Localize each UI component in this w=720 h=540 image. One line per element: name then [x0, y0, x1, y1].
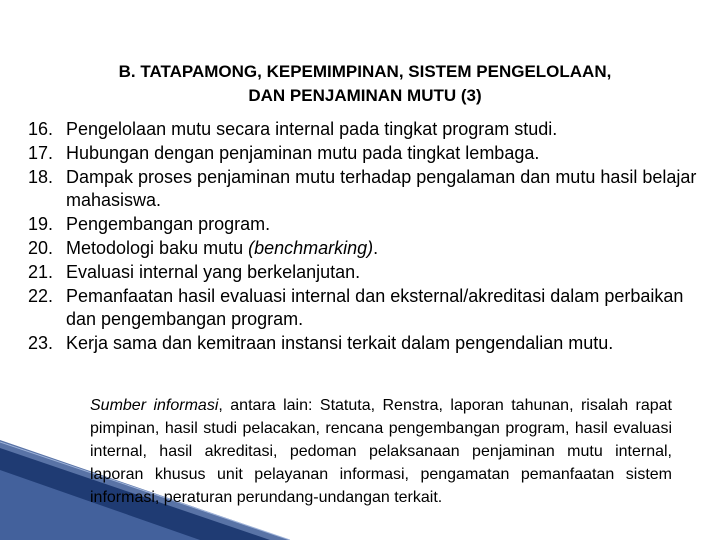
source-text: , antara lain: Statuta, Renstra, laporan tahunan, risalah rapat pimpinan, hasil studi pelacakan, rencana pengembangan program, hasil evaluasi internal, hasil akreditasi, pedoman pelaksanaan penjaminan mutu internal, laporan khusus unit pelayanan informasi, pengamatan pemanfaatan sistem informasi, peraturan perundang-undangan terkait. — [90, 397, 673, 506]
list-item — [28, 213, 698, 237]
item-text: Hubungan dengan penjaminan mutu pada tingkat lembaga. — [66, 142, 540, 163]
item-text: Pemanfaatan hasil evaluasi internal dan eksternal/akreditasi dalam perbaikan dan pengembangan program. — [66, 285, 684, 330]
title-line-2: DAN PENJAMINAN MUTU (3) — [248, 86, 482, 105]
item-text: Pengembangan program. — [66, 214, 271, 235]
item-text: Pengelolaan mutu secara internal pada tingkat program studi. — [66, 119, 558, 139]
list-item — [28, 142, 698, 166]
item-text: Kerja sama dan kemitraan instansi terkait dalam pengendalian mutu. — [66, 333, 614, 354]
title-line-1: B. TATAPAMONG, KEPEMIMPINAN, SISTEM PENGELOLAAN, — [118, 62, 612, 81]
list-item — [28, 285, 698, 333]
item-number: 16. — [28, 119, 54, 139]
list-item — [28, 166, 698, 214]
item-text: Evaluasi internal yang berkelanjutan. — [66, 261, 361, 282]
list-item — [28, 237, 698, 261]
list-item — [28, 332, 698, 356]
source-label: Sumber informasi — [90, 397, 219, 414]
numbered-list — [28, 118, 698, 356]
item-number: 19. — [28, 214, 54, 235]
item-number: 21. — [28, 261, 54, 282]
item-number: 18. — [28, 166, 54, 187]
item-text: Metodologi baku mutu (benchmarking). — [66, 237, 379, 258]
item-number: 23. — [28, 333, 54, 354]
item-number: 22. — [28, 285, 54, 306]
item-text: Dampak proses penjaminan mutu terhadap pengalaman dan mutu hasil belajar mahasiswa. — [66, 166, 697, 211]
list-item — [28, 261, 698, 285]
source-note — [90, 394, 672, 509]
item-number: 17. — [28, 142, 54, 163]
list-item — [28, 118, 698, 142]
item-number: 20. — [28, 237, 54, 258]
slide-title — [20, 60, 710, 108]
